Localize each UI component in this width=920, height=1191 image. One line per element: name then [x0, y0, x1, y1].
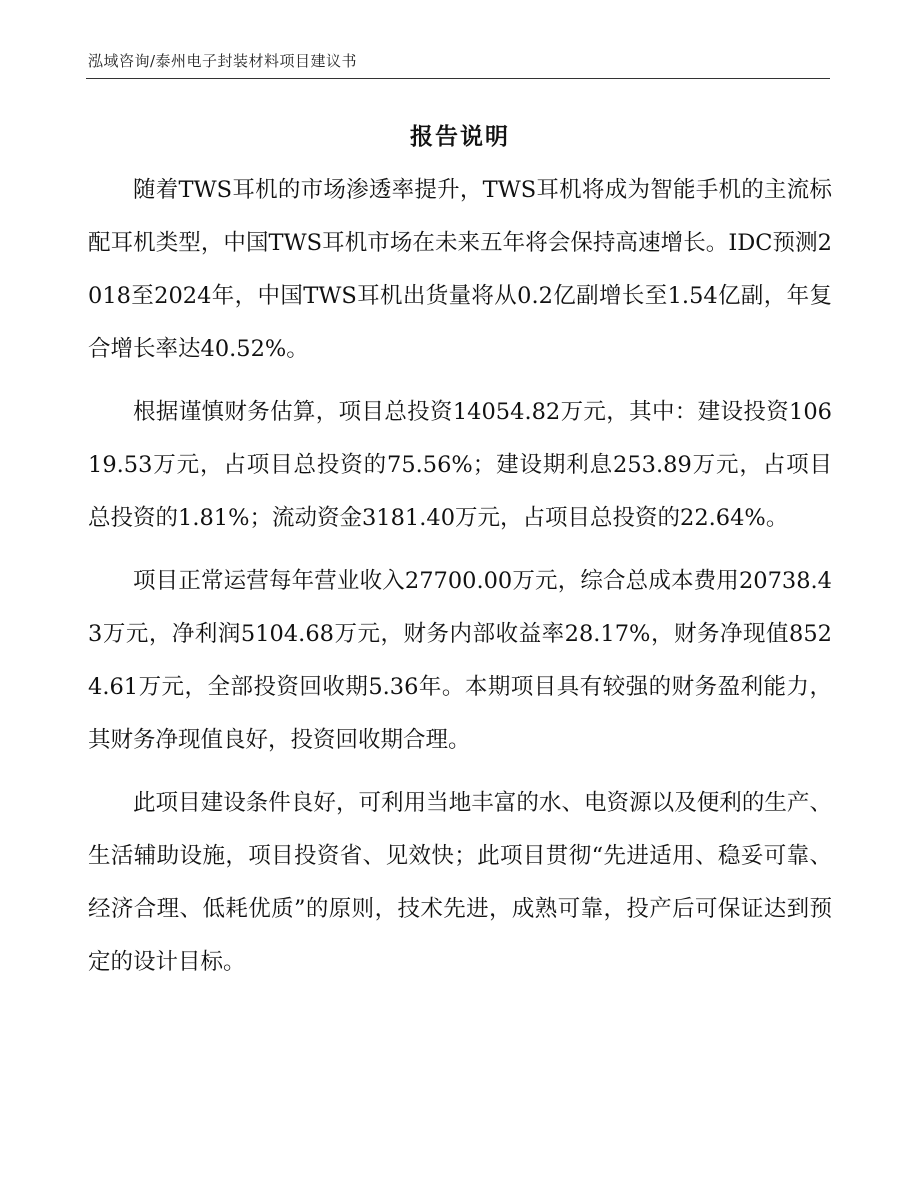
- paragraph-revenue: 项目正常运营每年营业收入27700.00万元，综合总成本费用20738.43万元，净利润5104.68万元，财务内部收益率28.17%，财务净现值8524.61万元，全部投资回收期5.36年。本期项目具有较强的财务盈利能力，其财务净现值良好，投资回收期合理。: [88, 568, 832, 753]
- body-text: [88, 164, 832, 999]
- paragraph-market: 随着TWS耳机的市场渗透率提升，TWS耳机将成为智能手机的主流标配耳机类型，中国TWS耳机市场在未来五年将会保持高速增长。IDC预测2018至2024年，中国TWS耳机出货量将从0.2亿副增长至1.54亿副，年复合增长率达40.52%。: [88, 177, 832, 362]
- header-divider: [86, 78, 830, 79]
- paragraph-investment: 根据谨慎财务估算，项目总投资14054.82万元，其中：建设投资10619.53万元，占项目总投资的75.56%；建设期利息253.89万元，占项目总投资的1.81%；流动资金3181.40万元，占项目总投资的22.64%。: [88, 399, 832, 531]
- running-header: 泓域咨询/泰州电子封装材料项目建议书: [88, 52, 358, 70]
- section-title: 报告说明: [410, 123, 510, 150]
- paragraph-conditions: 此项目建设条件良好，可利用当地丰富的水、电资源以及便利的生产、生活辅助设施，项目投资省、见效快；此项目贯彻“先进适用、稳妥可靠、经济合理、低耗优质”的原则，技术先进，成熟可靠，投产后可保证达到预定的设计目标。: [88, 790, 832, 975]
